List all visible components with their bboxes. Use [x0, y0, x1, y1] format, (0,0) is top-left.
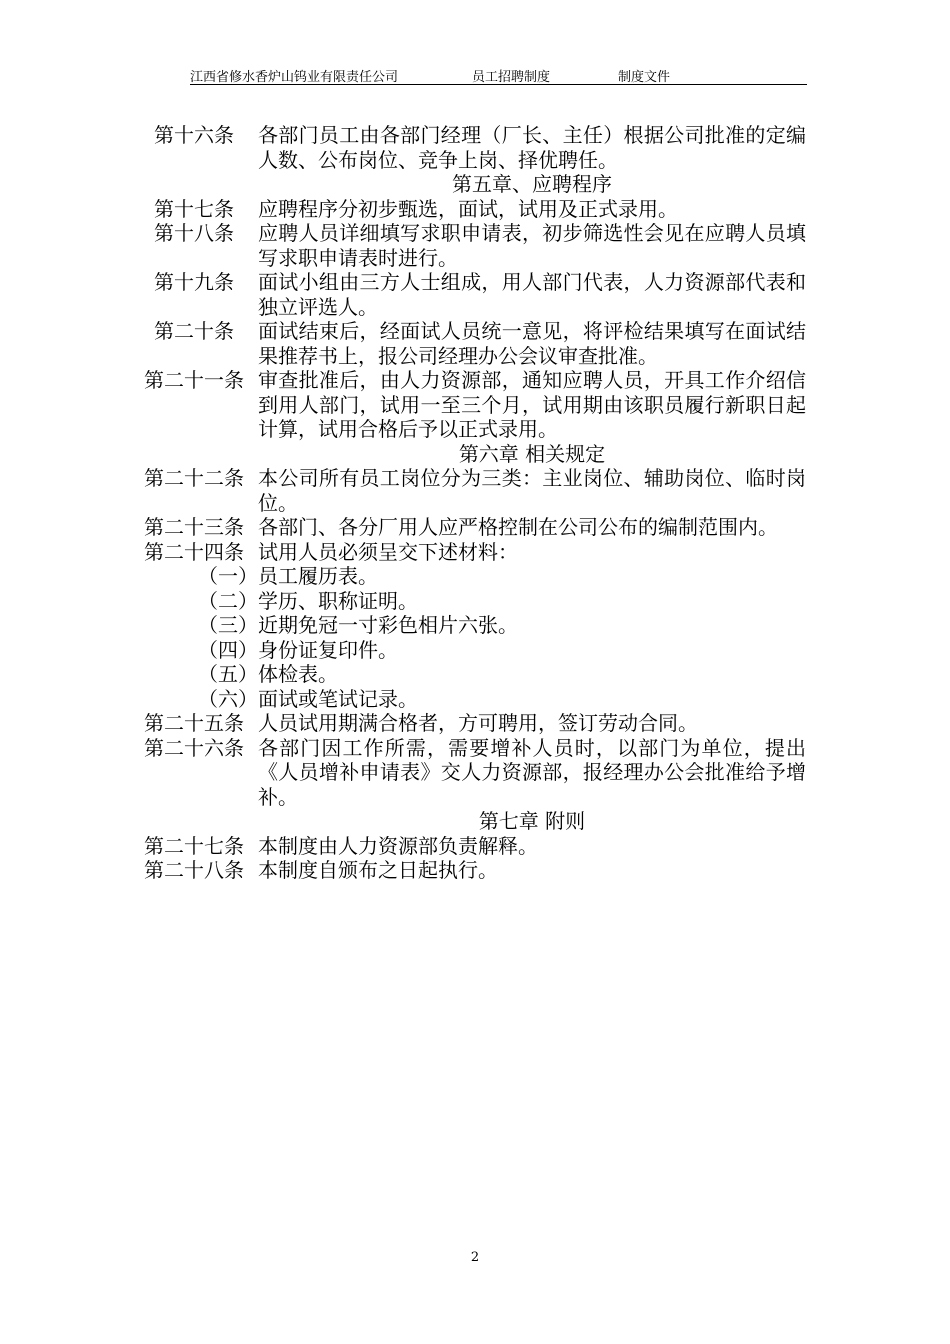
header-company: 江西省修水香炉山钨业有限责任公司 — [190, 70, 399, 85]
article-23 — [130, 515, 810, 540]
article-label: 第二十四条 — [144, 539, 244, 564]
article-text: 本制度自颁布之日起执行。 — [258, 858, 498, 882]
article-text: 本制度由人力资源部负责解释。 — [258, 833, 538, 858]
article-label: 第二十一条 — [144, 368, 244, 392]
list-item: （六）面试或笔试记录。 — [198, 686, 418, 711]
document-body — [130, 123, 810, 883]
article-label: 第二十三条 — [144, 515, 244, 539]
article-text: 各部门因工作所需，需要增补人员时，以部门为单位，提出《人员增补申请表》交人力资源部，报经理办公会批准给予增补。 — [258, 735, 806, 809]
chapter-5-title: 第五章、应聘程序 — [452, 172, 612, 196]
header-doc-title: 员工招聘制度 — [472, 70, 551, 85]
article-28 — [130, 858, 810, 883]
article-21 — [130, 368, 810, 442]
article-22 — [130, 466, 810, 515]
article-19 — [130, 270, 810, 319]
chapter-7-title: 第七章 附则 — [478, 809, 586, 833]
article-label: 第十九条 — [154, 270, 234, 294]
article-text: 应聘程序分初步甄选，面试，试用及正式录用。 — [258, 196, 678, 221]
article-16 — [130, 123, 810, 172]
article-27 — [130, 834, 810, 859]
list-item: （四）身份证复印件。 — [198, 637, 398, 662]
article-label: 第二十二条 — [144, 466, 244, 490]
article-label: 第十七条 — [154, 196, 234, 221]
list-item: （五）体检表。 — [198, 662, 338, 686]
article-text: 各部门、各分厂用人应严格控制在公司公布的编制范围内。 — [258, 515, 778, 539]
list-item: （三）近期免冠一寸彩色相片六张。 — [198, 613, 518, 637]
chapter-6-title: 第六章 相关规定 — [458, 441, 606, 466]
list-item: （二）学历、职称证明。 — [198, 588, 418, 613]
header-doc-type: 制度文件 — [618, 70, 671, 85]
article-26 — [130, 736, 810, 810]
article-25 — [130, 711, 810, 736]
article-text: 人员试用期满合格者，方可聘用，签订劳动合同。 — [258, 711, 698, 735]
article-18 — [130, 221, 810, 270]
article-label: 第二十五条 — [144, 711, 244, 735]
article-text: 面试小组由三方人士组成，用人部门代表，人力资源部代表和独立评选人。 — [258, 270, 806, 319]
page-number: 2 — [470, 1250, 480, 1265]
article-17 — [130, 197, 810, 222]
article-text: 各部门员工由各部门经理（厂长、主任）根据公司批准的定编人数、公布岗位、竞争上岗、择优聘任。 — [258, 123, 806, 172]
article-label: 第十六条 — [154, 123, 234, 147]
article-text: 应聘人员详细填写求职申请表，初步筛选性会见在应聘人员填写求职申请表时进行。 — [258, 221, 806, 270]
article-20 — [130, 319, 810, 368]
list-item: （一）员工履历表。 — [198, 564, 378, 588]
article-text: 面试结束后，经面试人员统一意见，将评检结果填写在面试结果推荐书上，报公司经理办公会议审查批准。 — [258, 319, 806, 368]
article-text: 审查批准后，由人力资源部，通知应聘人员，开具工作介绍信到用人部门，试用一至三个月，试用期由该职员履行新职日起计算，试用合格后予以正式录用。 — [258, 368, 806, 441]
article-label: 第二十七条 — [144, 833, 244, 858]
article-label: 第二十条 — [154, 319, 234, 343]
article-label: 第十八条 — [154, 221, 234, 245]
page-header — [190, 66, 807, 85]
article-24 — [130, 540, 810, 565]
article-label: 第二十六条 — [144, 735, 244, 760]
article-text: 试用人员必须呈交下述材料： — [258, 539, 518, 564]
article-label: 第二十八条 — [144, 858, 244, 882]
article-text: 本公司所有员工岗位分为三类：主业岗位、辅助岗位、临时岗位。 — [258, 466, 806, 515]
